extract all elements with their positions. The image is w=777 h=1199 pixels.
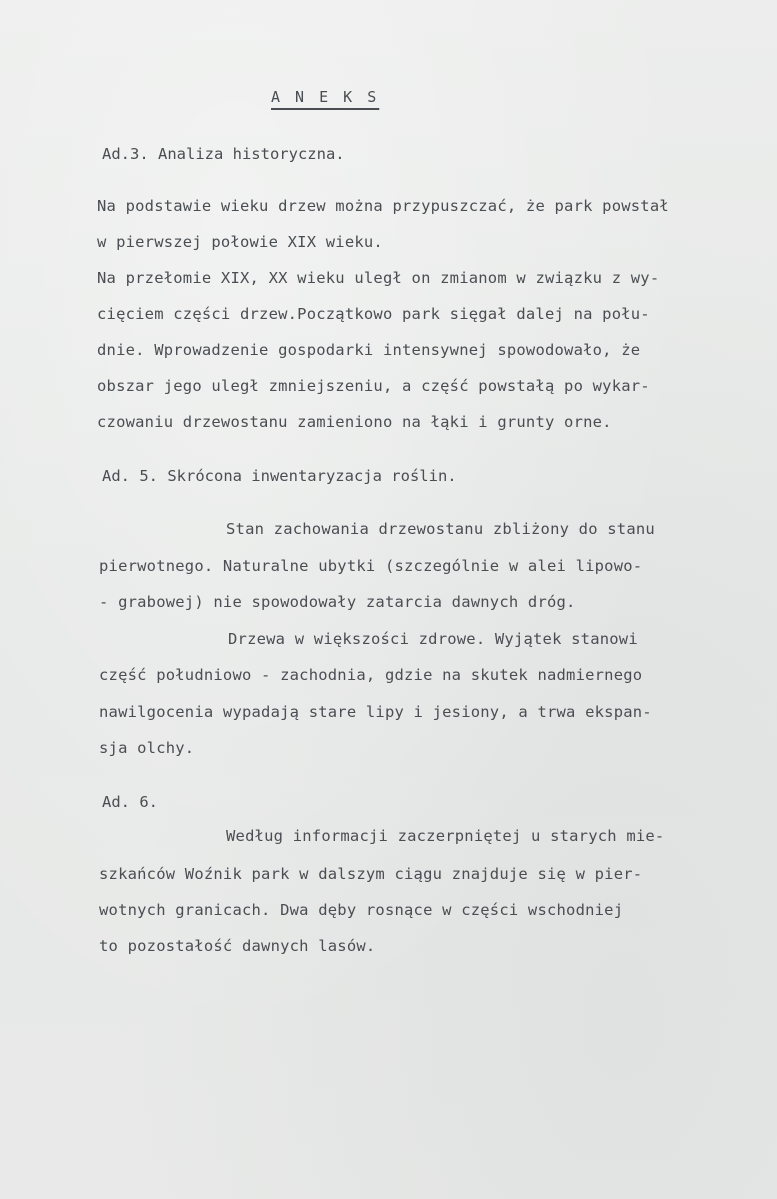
- paragraph-line: część południowo - zachodnia, gdzie na skutek nadmiernego: [99, 666, 643, 684]
- paragraph-line: - grabowej) nie spowodowały zatarcia dawnych dróg.: [99, 593, 576, 611]
- paragraph-line: Na podstawie wieku drzew można przypuszczać, że park powstał: [97, 197, 669, 215]
- paragraph-line: w pierwszej połowie XIX wieku.: [97, 233, 383, 251]
- paragraph-line: obszar jego uległ zmniejszeniu, a część powstałą po wykar-: [97, 377, 650, 395]
- paragraph-line: Na przełomie XIX, XX wieku uległ on zmianom w związku z wy-: [97, 269, 660, 287]
- paragraph-line: Stan zachowania drzewostanu zbliżony do stanu: [226, 520, 655, 538]
- paragraph-line: pierwotnego. Naturalne ubytki (szczególnie w alei lipowo-: [99, 557, 643, 575]
- paragraph-line: szkańców Woźnik park w dalszym ciągu znajduje się w pier-: [99, 865, 643, 883]
- paragraph-line: Drzewa w większości zdrowe. Wyjątek stanowi: [228, 630, 638, 648]
- paragraph-line: wotnych granicach. Dwa dęby rosnące w części wschodniej: [99, 901, 624, 919]
- section-heading-ad3: Ad.3. Analiza historyczna.: [102, 145, 345, 163]
- paragraph-line: Według informacji zaczerpniętej u starych mie-: [226, 827, 665, 845]
- paragraph-line: sja olchy.: [99, 739, 195, 757]
- paragraph-line: czowaniu drzewostanu zamieniono na łąki i grunty orne.: [97, 413, 612, 431]
- section-heading-ad5: Ad. 5. Skrócona inwentaryzacja roślin.: [102, 467, 457, 485]
- paragraph-line: to pozostałość dawnych lasów.: [99, 937, 376, 955]
- paragraph-line: dnie. Wprowadzenie gospodarki intensywnej spowodowało, że: [97, 341, 641, 359]
- section-heading-ad6: Ad. 6.: [102, 793, 158, 811]
- paragraph-line: cięciem części drzew.Początkowo park sięgał dalej na połu-: [97, 305, 650, 323]
- paragraph-line: nawilgocenia wypadają stare lipy i jesiony, a trwa ekspan-: [99, 703, 652, 721]
- document-title: A N E K S: [271, 88, 380, 106]
